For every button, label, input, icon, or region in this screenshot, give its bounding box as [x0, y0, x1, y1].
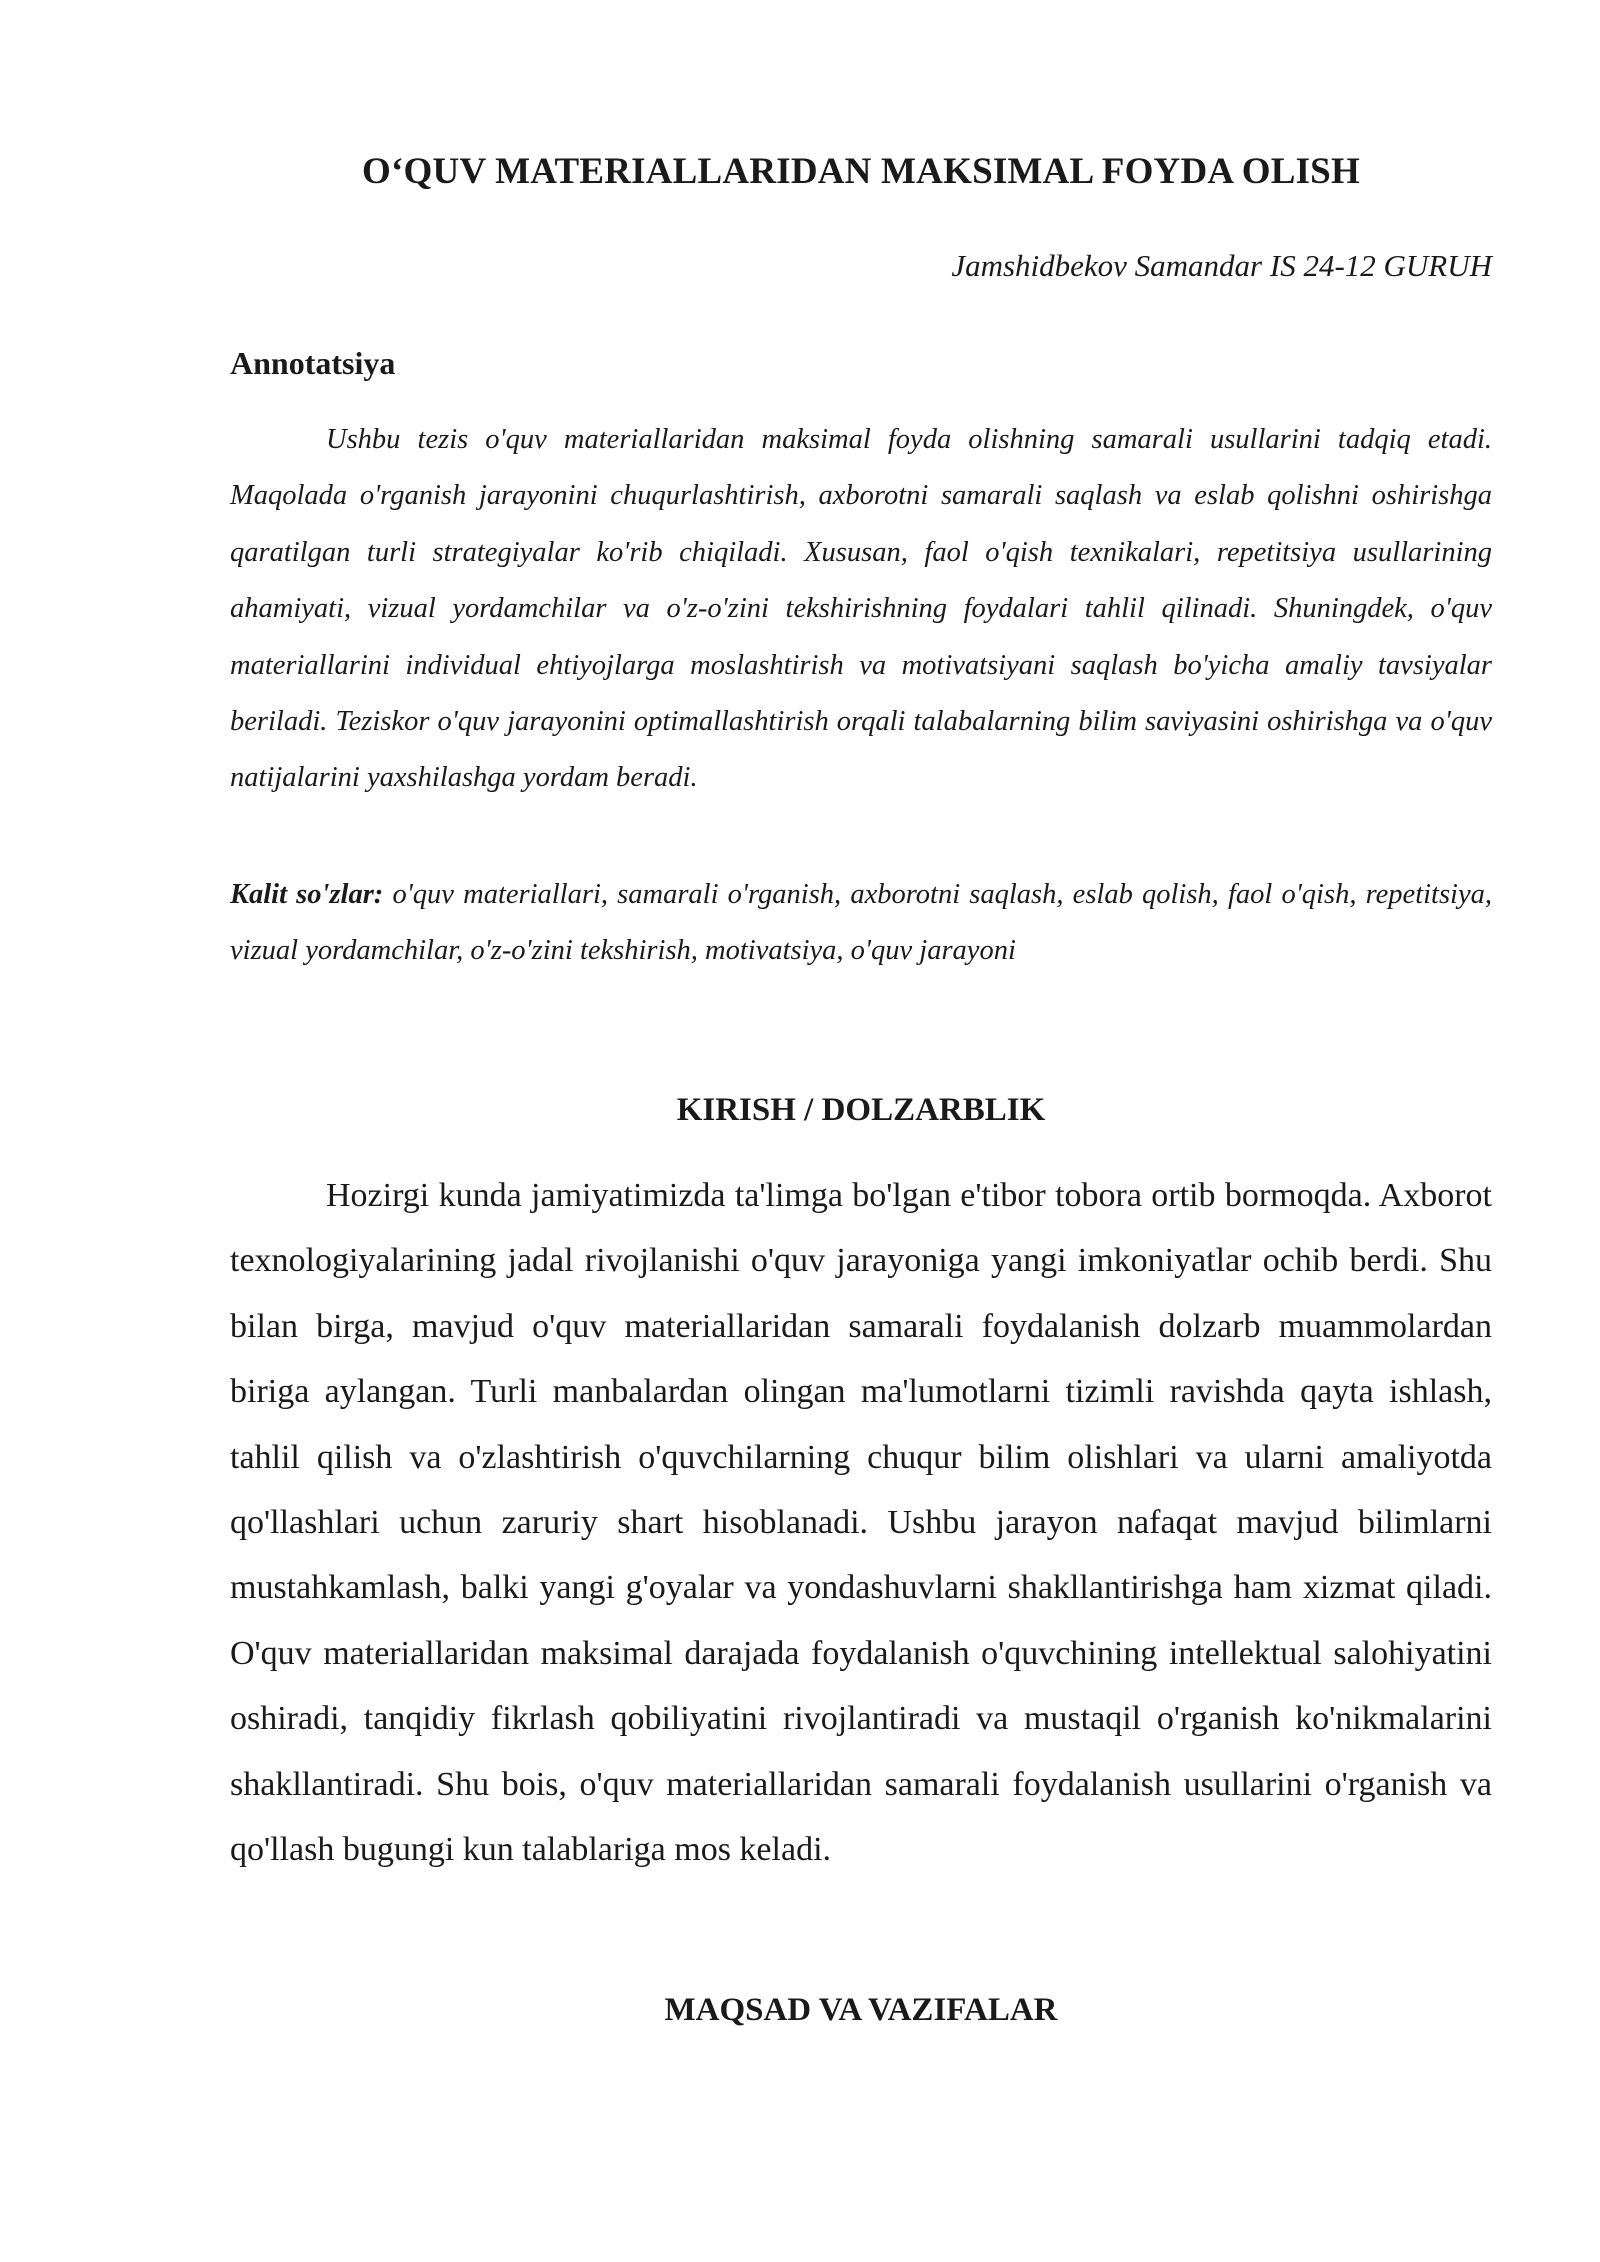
author-line: Jamshidbekov Samandar IS 24-12 GURUH	[951, 248, 1492, 283]
section-heading-goals: MAQSAD VA VAZIFALAR	[664, 1992, 1058, 2028]
annotation-heading: Annotatsiya	[230, 345, 396, 381]
keywords-label: Kalit so'zlar:	[230, 879, 384, 910]
introduction-paragraph: Hozirgi kunda jamiyatimizda ta'limga bo'lgan e'tibor tobora ortib bormoqda. Axborot texnologiyalarining jadal rivojlanishi o'quv jarayoniga yangi imkoniyatlar ochib berdi. Shu bilan birga, mavjud o'quv materiallaridan samarali foydalanish dolzarb muammolardan biriga aylangan. Turli manbalardan olingan ma'lumotlarni tizimli ravishda qayta ishlash, tahlil qilish va o'zlashtirish o'quvchilarning chuqur bilim olishlari va ularni amaliyotda qo'llashlari uchun zaruriy shart hisoblanadi. Ushbu jarayon nafaqat mavjud bilimlarni mustahkamlash, balki yangi g'oyalar va yondashuvlarni shakllantirishga ham xizmat qiladi. O'quv materiallaridan maksimal darajada foydalanish o'quvchining intellektual salohiyatini oshiradi, tanqidiy fikrlash qobiliyatini rivojlantiradi va mustaqil o'rganish ko'nikmalarini shakllantiradi. Shu bois, o'quv materiallaridan samarali foydalanish usullarini o'rganish va qo'llash bugungi kun talablariga mos keladi.	[230, 1177, 1492, 1869]
keywords-paragraph	[230, 867, 1492, 979]
abstract-paragraph: Ushbu tezis o'quv materiallaridan maksimal foyda olishning samarali usullarini tadqiq etadi. Maqolada o'rganish jarayonini chuqurlashtirish, axborotni samarali saqlash va eslab qolishni oshirishga qaratilgan turli strategiyalar ko'rib chiqiladi. Xususan, faol o'qish texnikalari, repetitsiya usullarining ahamiyati, vizual yordamchilar va o'z-o'zini tekshirishning foydalari tahlil qilinadi. Shuningdek, o'quv materiallarini individual ehtiyojlarga moslashtirish va motivatsiyani saqlash bo'yicha amaliy tavsiyalar beriladi. Teziskor o'quv jarayonini optimallashtirish orqali talabalarning bilim saviyasini oshirishga va o'quv natijalarini yaxshilashga yordam beradi.	[230, 424, 1492, 794]
document-title: O‘QUV MATERIALLARIDAN MAKSIMAL FOYDA OLISH	[362, 151, 1360, 192]
keywords-list: o'quv materiallari, samarali o'rganish, axborotni saqlash, eslab qolish, faol o'qish, repetitsiya, vizual yordamchilar, o'z-o'zini tekshirish, motivatsiya, o'quv jarayoni	[230, 879, 1492, 966]
section-heading-introduction: KIRISH / DOLZARBLIK	[676, 1092, 1046, 1128]
